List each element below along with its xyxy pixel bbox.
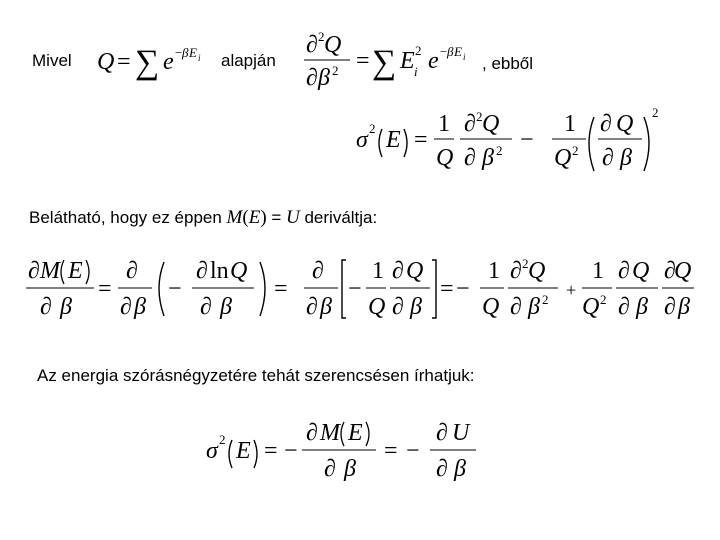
svg-text:∂: ∂: [392, 294, 404, 320]
svg-text:Q: Q: [554, 145, 572, 171]
svg-text:2: 2: [369, 121, 376, 136]
svg-text:β: β: [454, 456, 466, 482]
svg-text:1: 1: [372, 258, 384, 284]
svg-text:Q: Q: [632, 258, 650, 284]
svg-text:∂: ∂: [664, 294, 676, 320]
svg-text:∂: ∂: [306, 65, 318, 91]
svg-text:2: 2: [572, 143, 579, 158]
svg-text:Q: Q: [324, 32, 342, 58]
svg-text:β: β: [318, 65, 330, 91]
svg-text:∂: ∂: [600, 111, 612, 137]
svg-text:Q: Q: [674, 258, 692, 284]
svg-text:E: E: [189, 45, 197, 60]
svg-text:2: 2: [415, 43, 422, 58]
symbol-E: E: [248, 207, 261, 228]
svg-text:E: E: [348, 420, 363, 446]
svg-text:−: −: [284, 438, 298, 464]
svg-text:∂: ∂: [312, 258, 324, 284]
svg-text:2: 2: [476, 109, 483, 124]
svg-text:∂: ∂: [120, 294, 132, 320]
svg-text:E: E: [454, 44, 462, 59]
svg-text:∑: ∑: [372, 44, 397, 81]
svg-text:2: 2: [522, 256, 529, 271]
svg-text:∂: ∂: [306, 420, 318, 446]
paren-open: (: [242, 207, 249, 228]
svg-text:β: β: [482, 145, 494, 171]
svg-text:U: U: [452, 420, 470, 446]
symbol-U: U: [286, 207, 300, 228]
svg-text:2: 2: [318, 29, 325, 44]
svg-text:−: −: [348, 276, 362, 302]
svg-text:∑: ∑: [135, 44, 160, 81]
text-energia: Az energia szórásnégyzetére tehát szerencsésen írhatjuk:: [37, 366, 475, 385]
svg-text:∂: ∂: [436, 420, 448, 446]
svg-text:β: β: [636, 294, 648, 320]
svg-text:Q: Q: [582, 294, 600, 320]
svg-text:+: +: [566, 280, 577, 300]
svg-text:M: M: [40, 258, 60, 284]
svg-text:β: β: [60, 294, 72, 320]
svg-text:∂: ∂: [392, 258, 404, 284]
svg-text:∂: ∂: [510, 258, 522, 284]
text-alapjan: alapján: [221, 51, 276, 70]
svg-text:−: −: [456, 276, 470, 302]
svg-text:Q: Q: [616, 111, 634, 137]
svg-text:∂: ∂: [602, 145, 614, 171]
svg-text:−: −: [520, 127, 534, 153]
svg-text:σ: σ: [206, 438, 218, 464]
svg-text:2: 2: [600, 292, 607, 307]
svg-text:2: 2: [332, 63, 339, 78]
svg-text:Q: Q: [528, 258, 546, 284]
svg-text:∂: ∂: [196, 258, 208, 284]
equals-sign: =: [266, 208, 287, 227]
svg-text:−: −: [168, 276, 182, 302]
svg-text:=: =: [98, 276, 112, 302]
svg-text:β: β: [447, 44, 454, 59]
svg-text:Q: Q: [368, 294, 386, 320]
svg-text:2: 2: [496, 143, 503, 158]
svg-text:2: 2: [652, 105, 659, 120]
svg-text:∂: ∂: [510, 294, 522, 320]
svg-text:e: e: [428, 48, 439, 74]
svg-text:∂: ∂: [618, 294, 630, 320]
svg-text:=: =: [264, 438, 278, 464]
belathato-suffix: deriváltja:: [299, 208, 378, 227]
svg-text:Q: Q: [436, 145, 454, 171]
svg-text:=: =: [356, 48, 370, 74]
svg-text:β: β: [620, 145, 632, 171]
svg-text:1: 1: [564, 111, 576, 137]
svg-text:E: E: [236, 438, 251, 464]
final-variance-equation: [202, 416, 492, 488]
svg-text:β: β: [320, 294, 332, 320]
svg-text:i: i: [414, 64, 418, 79]
svg-text:−: −: [406, 438, 420, 464]
svg-text:∂: ∂: [618, 258, 630, 284]
svg-text:β: β: [182, 45, 189, 60]
text-belathato: [29, 207, 377, 229]
mean-energy-derivative-equation: [22, 250, 698, 326]
svg-text:−: −: [175, 45, 183, 60]
svg-text:1: 1: [592, 258, 604, 284]
svg-text:Q: Q: [230, 258, 248, 284]
svg-text:i: i: [463, 52, 466, 62]
svg-text:β: β: [134, 294, 146, 320]
svg-text:Q: Q: [482, 294, 500, 320]
svg-text:E: E: [68, 258, 83, 284]
svg-text:ln: ln: [210, 258, 229, 284]
partition-function-equation: [95, 36, 215, 84]
svg-text:=: =: [414, 127, 428, 153]
svg-text:=: =: [440, 276, 454, 302]
svg-text:=: =: [117, 49, 131, 75]
text-ebbol: , ebből: [482, 54, 534, 73]
second-derivative-equation: [300, 28, 480, 94]
svg-text:∂: ∂: [126, 258, 138, 284]
svg-text:2: 2: [542, 292, 549, 307]
svg-text:β: β: [220, 294, 232, 320]
svg-text:β: β: [528, 294, 540, 320]
svg-text:∂: ∂: [28, 258, 40, 284]
variance-equation: [352, 103, 672, 183]
svg-text:∂: ∂: [200, 294, 212, 320]
svg-text:β: β: [678, 294, 690, 320]
svg-text:Q: Q: [482, 111, 500, 137]
svg-text:∂: ∂: [306, 294, 318, 320]
svg-text:β: β: [410, 294, 422, 320]
symbol-M: M: [226, 207, 243, 228]
svg-text:∂: ∂: [464, 145, 476, 171]
svg-text:=: =: [384, 438, 398, 464]
paren-close: ): [260, 207, 267, 228]
svg-text:2: 2: [219, 432, 226, 447]
svg-text:E: E: [400, 48, 415, 74]
svg-text:E: E: [386, 127, 401, 153]
svg-text:Q: Q: [97, 49, 115, 75]
text-mivel: Mivel: [32, 51, 72, 70]
svg-text:M: M: [320, 420, 340, 446]
svg-text:1: 1: [438, 111, 450, 137]
svg-text:∂: ∂: [664, 258, 676, 284]
svg-text:i: i: [198, 53, 201, 63]
svg-text:∂: ∂: [40, 294, 52, 320]
svg-text:1: 1: [488, 258, 500, 284]
svg-text:Q: Q: [406, 258, 424, 284]
svg-text:=: =: [274, 276, 288, 302]
svg-text:∂: ∂: [324, 456, 336, 482]
svg-text:σ: σ: [356, 127, 368, 153]
svg-text:β: β: [344, 456, 356, 482]
svg-text:∂: ∂: [464, 111, 476, 137]
belathato-prefix: Belátható, hogy ez éppen: [29, 208, 227, 227]
svg-text:e: e: [163, 49, 174, 75]
svg-text:−: −: [440, 44, 448, 59]
svg-text:∂: ∂: [306, 32, 318, 58]
svg-text:∂: ∂: [436, 456, 448, 482]
